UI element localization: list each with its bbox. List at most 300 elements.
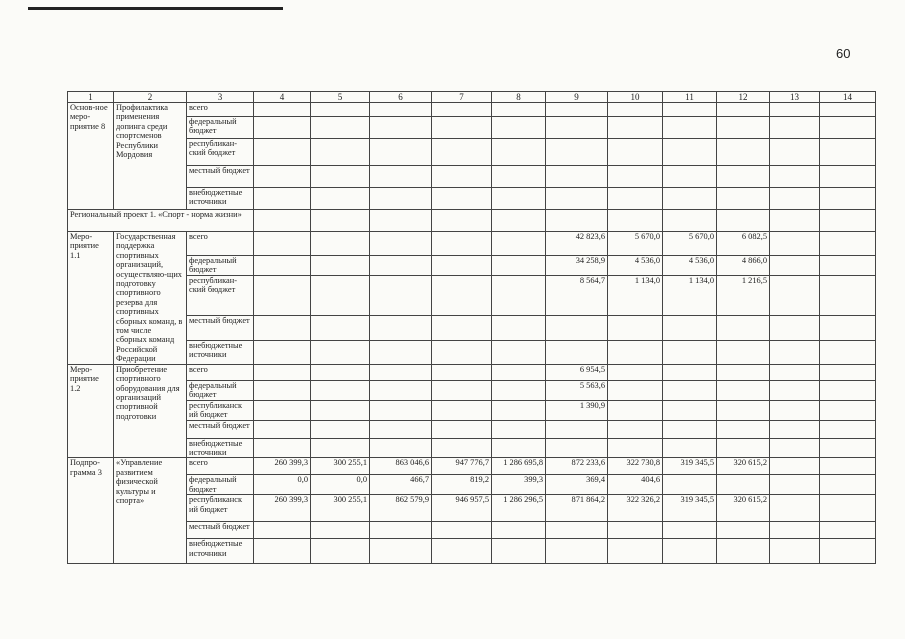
amount-cell <box>370 364 432 380</box>
amount-cell <box>820 315 876 340</box>
subprogram-3-name: «Управление развитием физической культуры и спорта» <box>114 458 187 564</box>
amount-cell: 34 258,9 <box>546 256 608 276</box>
funding-source-cell: внебюджетные источники <box>187 340 254 364</box>
amount-cell <box>717 166 770 188</box>
activity-8-row <box>68 103 876 117</box>
funding-source-cell: местный бюджет <box>187 522 254 539</box>
section-row <box>68 210 876 232</box>
amount-cell <box>492 275 546 315</box>
amount-cell <box>432 364 492 380</box>
amount-cell <box>311 210 370 232</box>
amount-cell <box>370 166 432 188</box>
amount-cell <box>717 315 770 340</box>
amount-cell: 466,7 <box>370 475 432 495</box>
amount-cell <box>820 117 876 139</box>
activity-1-1-row <box>68 315 876 340</box>
amount-cell <box>370 188 432 210</box>
amount-cell <box>311 117 370 139</box>
amount-cell <box>254 210 311 232</box>
funding-source-cell: всего <box>187 364 254 380</box>
amount-cell: 320 615,2 <box>717 495 770 522</box>
amount-cell: 260 399,3 <box>254 495 311 522</box>
funding-source-cell: всего <box>187 103 254 117</box>
funding-source-cell: федеральный бюджет <box>187 380 254 400</box>
header-cell: 14 <box>820 92 876 103</box>
header-cell: 10 <box>608 92 663 103</box>
activity-8-row <box>68 166 876 188</box>
header-cell: 9 <box>546 92 608 103</box>
amount-cell <box>770 420 820 438</box>
amount-cell <box>770 232 820 256</box>
amount-cell <box>663 117 717 139</box>
amount-cell <box>546 340 608 364</box>
amount-cell <box>770 103 820 117</box>
amount-cell <box>370 275 432 315</box>
amount-cell <box>663 188 717 210</box>
header-cell: 3 <box>187 92 254 103</box>
amount-cell <box>311 188 370 210</box>
amount-cell <box>432 420 492 438</box>
amount-cell <box>546 522 608 539</box>
funding-source-cell: республиканск ий бюджет <box>187 495 254 522</box>
amount-cell <box>770 380 820 400</box>
amount-cell <box>546 139 608 166</box>
amount-cell <box>370 139 432 166</box>
amount-cell: 5 670,0 <box>608 232 663 256</box>
amount-cell <box>432 139 492 166</box>
amount-cell <box>608 103 663 117</box>
header-row <box>68 92 876 103</box>
amount-cell <box>608 340 663 364</box>
amount-cell <box>820 495 876 522</box>
activity-1-2-row <box>68 420 876 438</box>
amount-cell <box>820 400 876 420</box>
amount-cell <box>770 539 820 564</box>
amount-cell <box>770 210 820 232</box>
activity-1-2-row <box>68 400 876 420</box>
amount-cell: 0,0 <box>254 475 311 495</box>
amount-cell: 260 399,3 <box>254 458 311 475</box>
amount-cell <box>770 340 820 364</box>
amount-cell <box>492 539 546 564</box>
amount-cell <box>663 475 717 495</box>
activity-8-row <box>68 139 876 166</box>
amount-cell <box>432 315 492 340</box>
activity-1-1-code: Меро-приятие 1.1 <box>68 232 114 365</box>
amount-cell <box>663 315 717 340</box>
amount-cell: 872 233,6 <box>546 458 608 475</box>
amount-cell <box>370 400 432 420</box>
activity-8-row <box>68 117 876 139</box>
funding-source-cell: республикан-ский бюджет <box>187 139 254 166</box>
amount-cell <box>770 139 820 166</box>
amount-cell <box>608 438 663 458</box>
amount-cell: 322 326,2 <box>608 495 663 522</box>
amount-cell: 319 345,5 <box>663 458 717 475</box>
amount-cell <box>717 210 770 232</box>
amount-cell: 1 286 296,5 <box>492 495 546 522</box>
activity-1-2-row <box>68 438 876 458</box>
amount-cell <box>311 364 370 380</box>
amount-cell <box>432 232 492 256</box>
amount-cell <box>432 438 492 458</box>
amount-cell <box>608 315 663 340</box>
amount-cell <box>432 256 492 276</box>
budget-table <box>67 91 876 564</box>
section-title: Региональный проект 1. «Спорт - норма жизни» <box>68 210 254 232</box>
amount-cell <box>820 438 876 458</box>
amount-cell <box>432 117 492 139</box>
amount-cell <box>608 210 663 232</box>
amount-cell <box>820 420 876 438</box>
amount-cell <box>370 210 432 232</box>
amount-cell: 819,2 <box>432 475 492 495</box>
amount-cell <box>311 400 370 420</box>
activity-1-2-row <box>68 380 876 400</box>
amount-cell: 42 823,6 <box>546 232 608 256</box>
amount-cell <box>492 400 546 420</box>
amount-cell <box>820 188 876 210</box>
amount-cell <box>492 438 546 458</box>
amount-cell <box>546 210 608 232</box>
amount-cell <box>546 103 608 117</box>
amount-cell <box>663 210 717 232</box>
amount-cell <box>254 539 311 564</box>
amount-cell <box>770 364 820 380</box>
amount-cell <box>492 139 546 166</box>
subprogram-3-row <box>68 539 876 564</box>
amount-cell <box>820 380 876 400</box>
amount-cell <box>608 139 663 166</box>
amount-cell <box>370 539 432 564</box>
amount-cell <box>311 420 370 438</box>
amount-cell <box>432 340 492 364</box>
activity-1-2-code: Меро-приятие 1.2 <box>68 364 114 458</box>
amount-cell <box>311 139 370 166</box>
amount-cell <box>820 522 876 539</box>
amount-cell <box>717 364 770 380</box>
amount-cell <box>820 275 876 315</box>
table-body <box>68 92 876 564</box>
activity-1-2-row <box>68 364 876 380</box>
amount-cell <box>820 256 876 276</box>
amount-cell <box>663 103 717 117</box>
amount-cell <box>820 539 876 564</box>
amount-cell <box>770 475 820 495</box>
amount-cell <box>717 438 770 458</box>
activity-1-1-row <box>68 256 876 276</box>
amount-cell <box>820 458 876 475</box>
amount-cell <box>608 539 663 564</box>
amount-cell: 0,0 <box>311 475 370 495</box>
amount-cell <box>432 188 492 210</box>
amount-cell <box>311 103 370 117</box>
amount-cell <box>717 380 770 400</box>
amount-cell: 946 957,5 <box>432 495 492 522</box>
amount-cell <box>663 400 717 420</box>
amount-cell: 404,6 <box>608 475 663 495</box>
funding-source-cell: федеральный бюджет <box>187 256 254 276</box>
amount-cell: 1 390,9 <box>546 400 608 420</box>
amount-cell <box>370 380 432 400</box>
amount-cell <box>663 539 717 564</box>
subprogram-3-code: Подпро-грамма 3 <box>68 458 114 564</box>
amount-cell <box>370 117 432 139</box>
amount-cell: 1 216,5 <box>717 275 770 315</box>
amount-cell <box>820 232 876 256</box>
amount-cell <box>770 256 820 276</box>
funding-source-cell: республикан-ский бюджет <box>187 275 254 315</box>
amount-cell <box>254 166 311 188</box>
amount-cell: 871 864,2 <box>546 495 608 522</box>
amount-cell: 1 286 695,8 <box>492 458 546 475</box>
amount-cell <box>432 275 492 315</box>
amount-cell <box>717 539 770 564</box>
amount-cell <box>492 340 546 364</box>
amount-cell: 300 255,1 <box>311 458 370 475</box>
header-cell: 12 <box>717 92 770 103</box>
amount-cell <box>608 400 663 420</box>
amount-cell: 322 730,8 <box>608 458 663 475</box>
amount-cell <box>254 232 311 256</box>
header-cell: 8 <box>492 92 546 103</box>
amount-cell <box>717 188 770 210</box>
amount-cell <box>432 380 492 400</box>
amount-cell: 862 579,9 <box>370 495 432 522</box>
amount-cell <box>546 117 608 139</box>
amount-cell <box>432 539 492 564</box>
amount-cell <box>311 256 370 276</box>
header-cell: 7 <box>432 92 492 103</box>
amount-cell <box>254 364 311 380</box>
amount-cell <box>717 117 770 139</box>
activity-8-name: Профилактика применения допинга среди спортсменов Республики Мордовия <box>114 103 187 210</box>
amount-cell <box>770 188 820 210</box>
amount-cell <box>717 420 770 438</box>
funding-source-cell: внебюджетные источники <box>187 539 254 564</box>
funding-source-cell: федеральный бюджет <box>187 117 254 139</box>
amount-cell <box>663 522 717 539</box>
amount-cell <box>254 117 311 139</box>
header-cell: 2 <box>114 92 187 103</box>
amount-cell <box>717 139 770 166</box>
amount-cell <box>492 380 546 400</box>
amount-cell <box>770 315 820 340</box>
amount-cell <box>492 103 546 117</box>
subprogram-3-row <box>68 495 876 522</box>
header-cell: 4 <box>254 92 311 103</box>
amount-cell <box>311 380 370 400</box>
amount-cell <box>370 315 432 340</box>
activity-1-1-row <box>68 232 876 256</box>
amount-cell <box>492 117 546 139</box>
amount-cell <box>717 400 770 420</box>
amount-cell: 8 564,7 <box>546 275 608 315</box>
header-cell: 6 <box>370 92 432 103</box>
amount-cell: 6 954,5 <box>546 364 608 380</box>
amount-cell <box>311 438 370 458</box>
funding-source-cell: федеральный бюджет <box>187 475 254 495</box>
amount-cell <box>492 232 546 256</box>
amount-cell <box>311 539 370 564</box>
amount-cell <box>820 364 876 380</box>
amount-cell: 4 866,0 <box>717 256 770 276</box>
subprogram-3-row <box>68 458 876 475</box>
amount-cell: 320 615,2 <box>717 458 770 475</box>
amount-cell <box>770 495 820 522</box>
amount-cell <box>770 438 820 458</box>
amount-cell <box>492 522 546 539</box>
funding-source-cell: местный бюджет <box>187 315 254 340</box>
amount-cell: 5 670,0 <box>663 232 717 256</box>
amount-cell: 5 563,6 <box>546 380 608 400</box>
amount-cell <box>311 166 370 188</box>
amount-cell: 6 082,5 <box>717 232 770 256</box>
amount-cell <box>546 188 608 210</box>
amount-cell <box>370 420 432 438</box>
amount-cell <box>254 400 311 420</box>
amount-cell <box>663 139 717 166</box>
amount-cell <box>492 210 546 232</box>
amount-cell <box>311 232 370 256</box>
amount-cell <box>370 103 432 117</box>
amount-cell <box>311 275 370 315</box>
amount-cell <box>820 166 876 188</box>
funding-source-cell: местный бюджет <box>187 420 254 438</box>
amount-cell <box>311 340 370 364</box>
header-cell: 13 <box>770 92 820 103</box>
amount-cell <box>770 275 820 315</box>
funding-source-cell: внебюджетные источники <box>187 188 254 210</box>
amount-cell <box>311 522 370 539</box>
amount-cell <box>663 420 717 438</box>
amount-cell <box>663 364 717 380</box>
amount-cell <box>820 475 876 495</box>
amount-cell <box>717 103 770 117</box>
subprogram-3-row <box>68 522 876 539</box>
amount-cell: 1 134,0 <box>608 275 663 315</box>
amount-cell <box>492 166 546 188</box>
activity-1-1-row <box>68 340 876 364</box>
header-cell: 11 <box>663 92 717 103</box>
amount-cell <box>370 340 432 364</box>
amount-cell <box>370 256 432 276</box>
amount-cell: 300 255,1 <box>311 495 370 522</box>
amount-cell <box>770 400 820 420</box>
amount-cell <box>254 103 311 117</box>
amount-cell <box>492 256 546 276</box>
amount-cell <box>608 117 663 139</box>
amount-cell <box>608 380 663 400</box>
amount-cell: 399,3 <box>492 475 546 495</box>
funding-source-cell: всего <box>187 232 254 256</box>
amount-cell: 4 536,0 <box>608 256 663 276</box>
amount-cell <box>254 256 311 276</box>
amount-cell <box>254 188 311 210</box>
amount-cell <box>254 139 311 166</box>
top-rule <box>28 7 283 10</box>
amount-cell <box>820 103 876 117</box>
amount-cell <box>492 420 546 438</box>
amount-cell <box>311 315 370 340</box>
amount-cell <box>492 364 546 380</box>
amount-cell <box>770 522 820 539</box>
activity-1-1-name: Государственная поддержка спортивных организаций, осуществляю-щих подготовку спортивного резерва для спортивных сборных команд, в том числе сборных команд Российской Федерации <box>114 232 187 365</box>
amount-cell <box>432 166 492 188</box>
amount-cell <box>254 275 311 315</box>
amount-cell <box>663 166 717 188</box>
activity-8-code: Основ-ное меро-приятие 8 <box>68 103 114 210</box>
header-cell: 1 <box>68 92 114 103</box>
amount-cell <box>663 438 717 458</box>
amount-cell <box>254 522 311 539</box>
amount-cell <box>546 166 608 188</box>
amount-cell <box>608 420 663 438</box>
amount-cell <box>546 438 608 458</box>
amount-cell <box>820 210 876 232</box>
amount-cell <box>432 400 492 420</box>
subprogram-3-row <box>68 475 876 495</box>
amount-cell <box>370 438 432 458</box>
amount-cell <box>254 420 311 438</box>
header-cell: 5 <box>311 92 370 103</box>
amount-cell <box>770 117 820 139</box>
amount-cell <box>663 380 717 400</box>
amount-cell <box>370 232 432 256</box>
amount-cell: 369,4 <box>546 475 608 495</box>
funding-source-cell: внебюджетные источники <box>187 438 254 458</box>
amount-cell: 319 345,5 <box>663 495 717 522</box>
funding-source-cell: местный бюджет <box>187 166 254 188</box>
amount-cell: 4 536,0 <box>663 256 717 276</box>
amount-cell <box>608 522 663 539</box>
amount-cell <box>492 188 546 210</box>
amount-cell <box>432 103 492 117</box>
funding-source-cell: республиканск ий бюджет <box>187 400 254 420</box>
amount-cell: 947 776,7 <box>432 458 492 475</box>
amount-cell <box>770 166 820 188</box>
amount-cell: 1 134,0 <box>663 275 717 315</box>
activity-1-2-name: Приобретение спортивного оборудования для организаций спортивной подготовки <box>114 364 187 458</box>
amount-cell <box>820 139 876 166</box>
activity-1-1-row <box>68 275 876 315</box>
amount-cell <box>717 340 770 364</box>
amount-cell <box>717 475 770 495</box>
amount-cell <box>254 340 311 364</box>
amount-cell <box>492 315 546 340</box>
amount-cell <box>546 420 608 438</box>
amount-cell <box>370 522 432 539</box>
amount-cell: 863 046,6 <box>370 458 432 475</box>
funding-source-cell: всего <box>187 458 254 475</box>
amount-cell <box>608 166 663 188</box>
amount-cell <box>717 522 770 539</box>
amount-cell <box>254 438 311 458</box>
page-number: 60 <box>836 46 851 61</box>
amount-cell <box>608 188 663 210</box>
amount-cell <box>546 315 608 340</box>
amount-cell <box>254 315 311 340</box>
amount-cell <box>608 364 663 380</box>
amount-cell <box>820 340 876 364</box>
amount-cell <box>254 380 311 400</box>
amount-cell <box>770 458 820 475</box>
amount-cell <box>546 539 608 564</box>
activity-8-row <box>68 188 876 210</box>
amount-cell <box>432 210 492 232</box>
amount-cell <box>663 340 717 364</box>
amount-cell <box>432 522 492 539</box>
